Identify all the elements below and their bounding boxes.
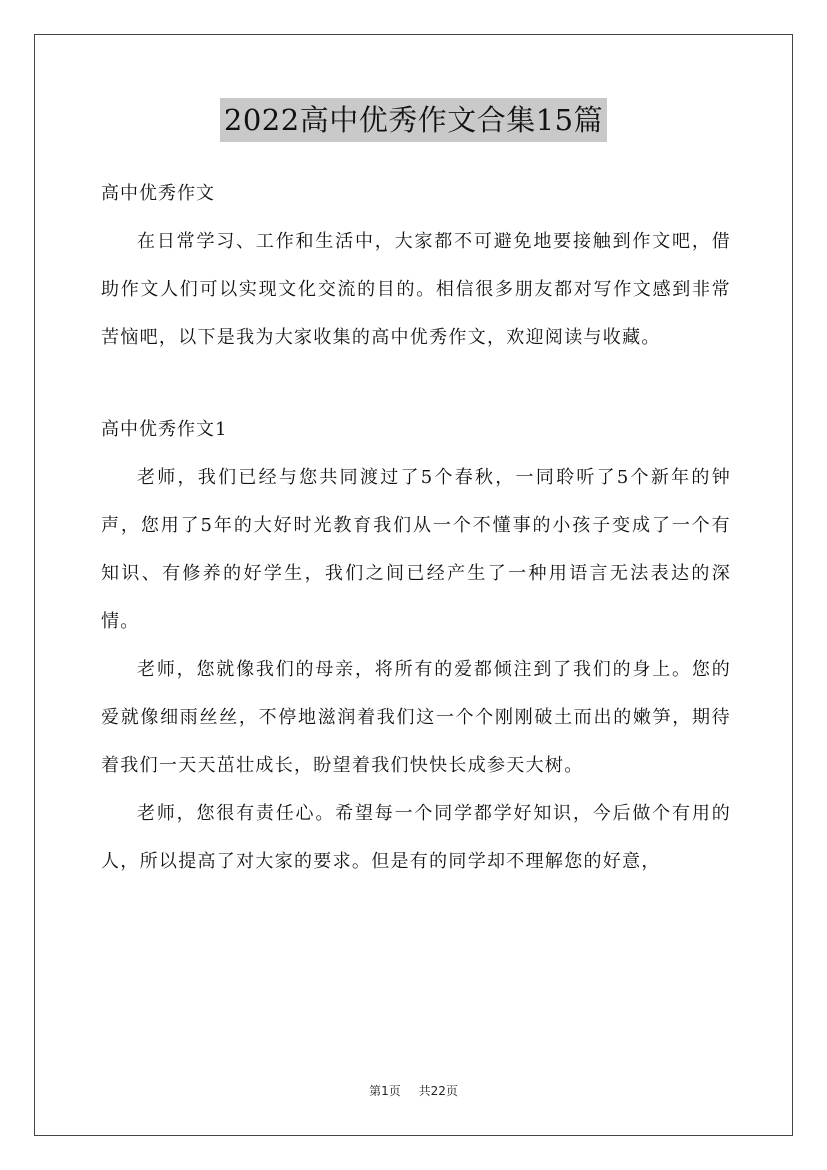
intro-heading: 高中优秀作文 (101, 183, 215, 204)
intro-paragraph: 在日常学习、工作和生活中，大家都不可避免地要接触到作文吧，借助作文人们可以实现文化交流的目的。相信很多朋友都对写作文感到非常苦恼吧，以下是我为大家收集的高中优秀作文，欢迎阅读与收藏。 (101, 231, 731, 348)
title-wrap (0, 98, 827, 142)
page-number: 第1页 (369, 1084, 401, 1098)
body-paragraph: 老师，您很有责任心。希望每一个同学都学好知识，今后做个有用的人，所以提高了对大家的要求。但是有的同学却不理解您的好意， (101, 803, 731, 872)
section-heading: 高中优秀作文1 (101, 419, 228, 440)
document-title: 2022高中优秀作文合集15篇 (220, 98, 607, 142)
document-body (101, 170, 731, 886)
body-paragraph: 老师，我们已经与您共同渡过了5个春秋，一同聆听了5个新年的钟声，您用了5年的大好时光教育我们从一个不懂事的小孩子变成了一个有知识、有修养的好学生，我们之间已经产生了一种用语言无法表达的深情。 (101, 467, 731, 632)
body-paragraph: 老师，您就像我们的母亲，将所有的爱都倾注到了我们的身上。您的爱就像细雨丝丝，不停地滋润着我们这一个个刚刚破土而出的嫩笋，期待着我们一天天茁壮成长，盼望着我们快快长成参天大树。 (101, 659, 731, 776)
section-spacer (101, 362, 731, 406)
page-footer (0, 1082, 827, 1099)
page-total: 共22页 (418, 1084, 458, 1098)
